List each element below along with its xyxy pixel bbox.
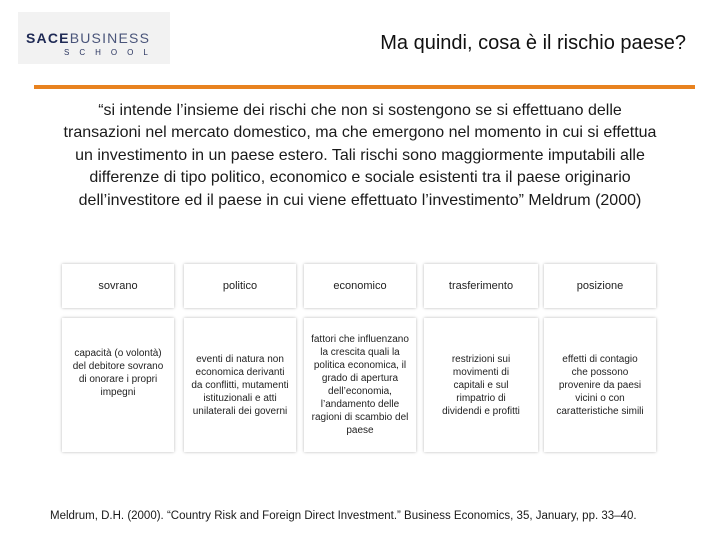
logo-school: SCHOOL: [64, 48, 158, 57]
description-economico: fattori che influenzano la crescita quali la politica economica, il grado di apertura dell’economia, l’andamento delle ragioni di scambio del paese: [304, 318, 416, 452]
logo-wordmark: [26, 30, 150, 46]
category-posizione: posizione: [544, 264, 656, 308]
description-sovrano: capacità (o volontà) del debitore sovrano di onorare i propri impegni: [62, 318, 174, 452]
sace-business-school-logo: [18, 12, 170, 64]
bibliographic-reference: Meldrum, D.H. (2000). “Country Risk and Foreign Direct Investment.” Business Economics, 35, January, pp. 33–40.: [50, 510, 637, 522]
category-sovrano: sovrano: [62, 264, 174, 308]
slide-title: Ma quindi, cosa è il rischio paese?: [380, 32, 686, 54]
description-politico: eventi di natura non economica derivanti da conflitti, mutamenti istituzionali e atti unilaterali dei governi: [184, 318, 296, 452]
category-politico: politico: [184, 264, 296, 308]
logo-sace: SACE: [26, 30, 70, 46]
logo-business: BUSINESS: [69, 30, 151, 46]
definition-quote: “si intende l’insieme dei rischi che non si sostengono se si effettuano delle transazioni nel mercato domestico, ma che emergono nel momento in cui si effettua un investimento in un paese estero. Tali rischi sono maggiormente imputabili alle differenze di tipo politico, economico e sociale esistenti tra il paese originario dell’investitore ed il paese in cui viene effettuato l’investimento” Meldrum (2000): [63, 102, 657, 209]
category-economico: economico: [304, 264, 416, 308]
category-trasferimento: trasferimento: [424, 264, 538, 308]
description-trasferimento: restrizioni sui movimenti di capitali e sul rimpatrio di dividendi e profitti: [424, 318, 538, 452]
description-posizione: effetti di contagio che possono provenire da paesi vicini o con caratteristiche simili: [544, 318, 656, 452]
header-divider: [34, 85, 695, 89]
